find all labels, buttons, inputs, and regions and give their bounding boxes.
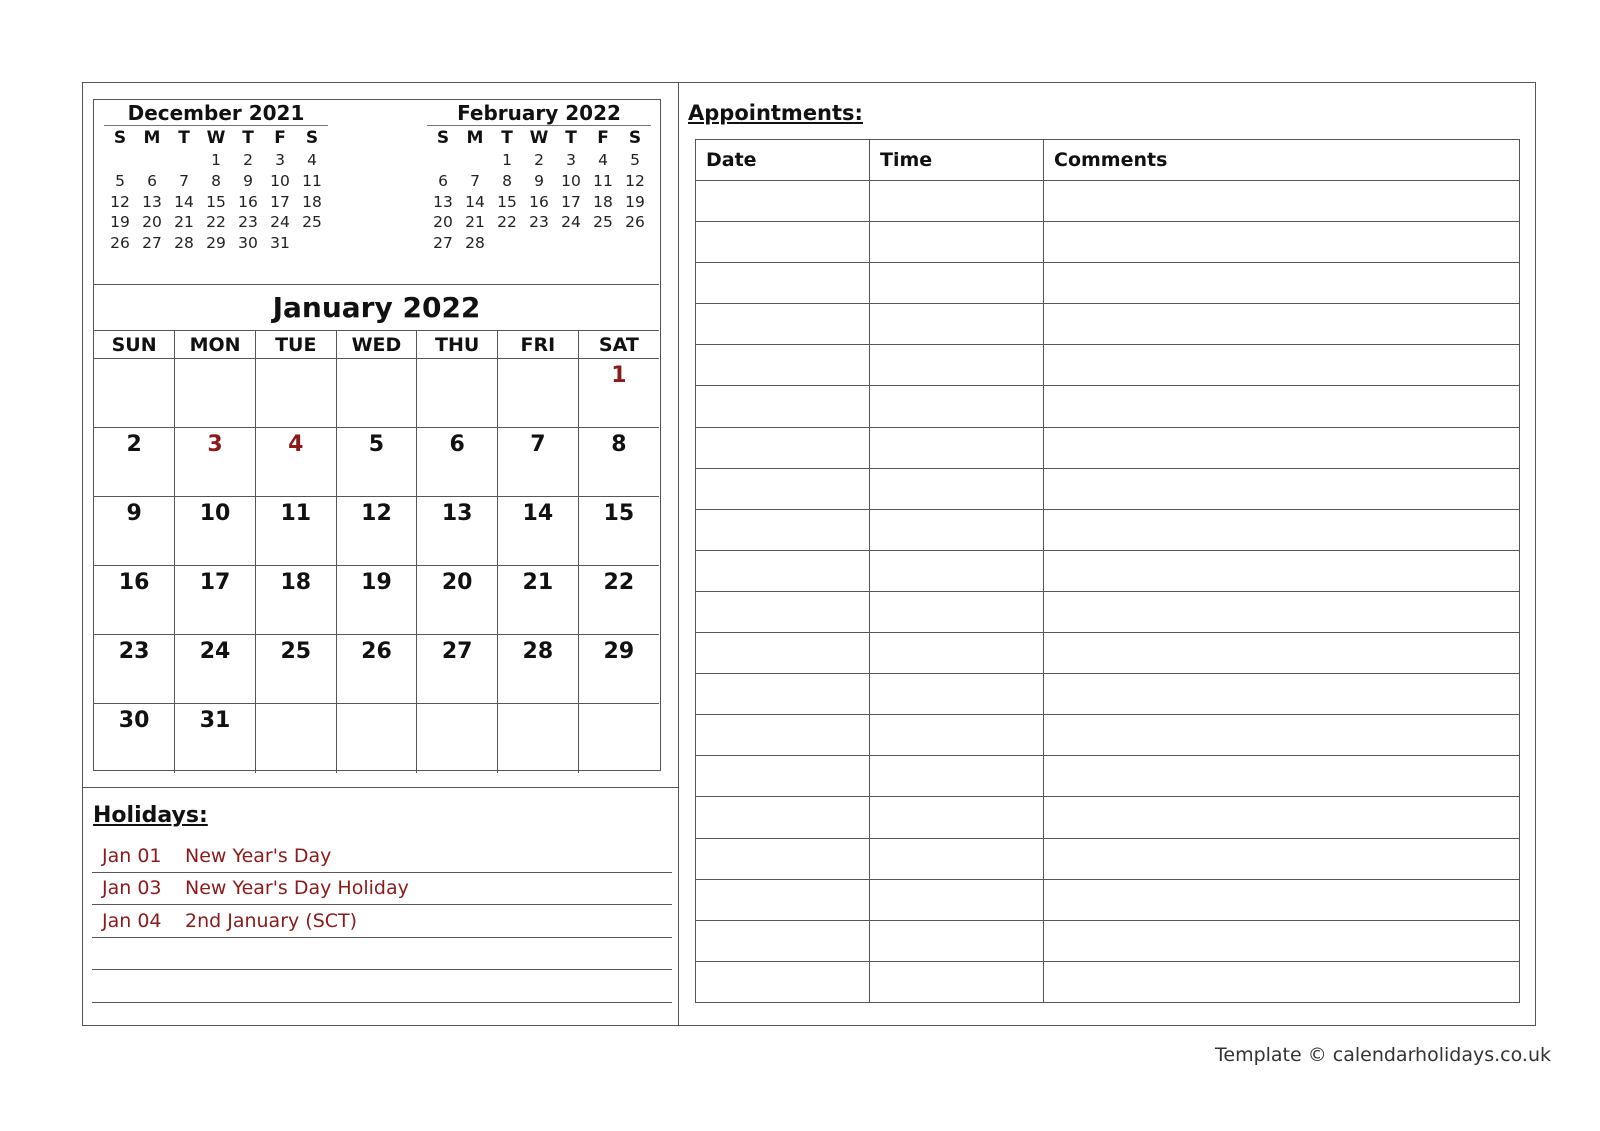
appointment-row [696,263,1520,304]
day-cell: 27 [433,234,453,253]
appointment-cell [696,222,870,263]
day-cell: 18 [593,192,613,211]
appointment-cell [696,509,870,550]
appointment-cell [870,756,1044,797]
appointment-cell [1044,674,1520,715]
day-cell: 7 [470,172,480,191]
appointment-cell [1044,222,1520,263]
weekday-label: M [466,128,484,148]
day-cell: 13 [433,192,453,211]
day-cell [336,704,417,773]
appointment-cell [1044,345,1520,386]
appointment-cell [696,715,870,756]
day-cell: 20 [142,213,162,232]
day-cell: 26 [625,213,645,232]
weekday-label: W [206,128,226,148]
day-cell: 9 [243,172,253,191]
appointment-cell [696,304,870,345]
appointment-cell [696,550,870,591]
day-cell: 12 [625,172,645,191]
appointment-cell [696,674,870,715]
day-cell: 10 [561,172,581,191]
appointment-cell [870,920,1044,961]
day-cell: 11 [593,172,613,191]
appointment-cell [1044,386,1520,427]
day-cell: 7 [498,428,579,497]
appointment-cell [1044,879,1520,920]
appointment-cell [870,550,1044,591]
appointment-row [696,961,1520,1002]
appointment-cell [696,879,870,920]
appointment-row [696,345,1520,386]
weekday-label: T [242,128,254,148]
appointment-row [696,427,1520,468]
appointment-cell [696,838,870,879]
appointment-cell [1044,715,1520,756]
holidays-heading: Holidays: [93,803,208,828]
appointment-row [696,509,1520,550]
day-cell [168,150,200,171]
day-cell [555,233,587,254]
holiday-row [92,873,672,906]
day-cell: 4 [598,151,608,170]
appointments-heading: Appointments: [688,101,863,125]
day-cell: 17 [270,192,290,211]
holiday-date: Jan 03 [102,877,162,900]
day-cell [175,359,256,428]
column-header: Comments [1044,140,1520,181]
day-cell: 15 [206,192,226,211]
day-cell: 26 [336,635,417,704]
appointment-cell [1044,961,1520,1002]
appointment-cell [870,345,1044,386]
day-cell: 21 [174,213,194,232]
appointment-cell [1044,838,1520,879]
day-cell [255,359,336,428]
day-cell: 11 [255,497,336,566]
weekday-header: SUN [94,331,175,359]
holiday-date: Jan 01 [102,844,162,867]
day-cell: 31 [270,234,290,253]
weekday-label: S [305,128,319,148]
appointment-cell [696,263,870,304]
day-cell [523,233,555,254]
appointment-row [696,304,1520,345]
appointment-cell [1044,263,1520,304]
appointment-cell [870,879,1044,920]
appointment-cell [1044,756,1520,797]
day-cell: 25 [593,213,613,232]
weekday-label: T [178,128,190,148]
appointment-cell [870,961,1044,1002]
holiday-name: New Year's Day Holiday [185,877,409,900]
weekday-header: WED [336,331,417,359]
day-cell: 8 [578,428,659,497]
day-cell: 5 [630,151,640,170]
day-cell [498,704,579,773]
day-cell [94,359,175,428]
day-cell: 12 [336,497,417,566]
day-cell: 23 [94,635,175,704]
appointment-cell [870,715,1044,756]
weekday-label: S [436,128,450,148]
appointment-cell [1044,920,1520,961]
appointment-cell [870,304,1044,345]
day-cell: 17 [175,566,256,635]
appointment-cell [870,674,1044,715]
day-cell [296,233,328,254]
weekday-header: FRI [498,331,579,359]
appointment-row [696,633,1520,674]
column-header: Date [696,140,870,181]
holiday-row [92,905,672,938]
weekday-label: S [628,128,642,148]
day-cell: 5 [115,172,125,191]
day-cell: 1 [211,151,221,170]
weekday-label: T [565,128,577,148]
appointment-cell [1044,427,1520,468]
appointment-row [696,674,1520,715]
day-cell: 9 [534,172,544,191]
appointment-cell [870,591,1044,632]
weekday-label: S [113,128,127,148]
mini-calendar-next [427,100,651,253]
day-cell: 1 [502,151,512,170]
day-cell: 28 [498,635,579,704]
day-cell: 10 [270,172,290,191]
appointment-cell [1044,797,1520,838]
day-cell: 19 [625,192,645,211]
appointment-cell [1044,633,1520,674]
day-cell: 18 [255,566,336,635]
day-cell: 28 [174,234,194,253]
weekday-label: T [501,128,513,148]
appointment-cell [1044,181,1520,222]
day-cell: 4 [307,151,317,170]
appointment-cell [696,756,870,797]
mini-calendar-previous [104,100,328,253]
holiday-row [92,840,672,873]
day-cell: 8 [502,172,512,191]
weekday-label: F [274,128,286,148]
day-cell: 14 [174,192,194,211]
appointment-cell [1044,509,1520,550]
holiday-day-cell: 3 [175,428,256,497]
appointment-row [696,591,1520,632]
day-cell: 23 [529,213,549,232]
weekday-label: W [529,128,549,148]
appointment-cell [870,263,1044,304]
calendar-panel [93,99,661,771]
day-cell: 30 [94,704,175,773]
day-cell: 31 [175,704,256,773]
appointment-cell [870,222,1044,263]
day-cell: 26 [110,234,130,253]
day-cell: 2 [534,151,544,170]
day-cell [104,150,136,171]
day-cell: 25 [255,635,336,704]
day-cell [459,150,491,171]
day-cell: 13 [142,192,162,211]
holiday-row [92,970,672,1003]
appointment-cell [1044,468,1520,509]
weekday-header: SAT [578,331,659,359]
holiday-date: Jan 04 [102,909,162,932]
day-cell: 18 [302,192,322,211]
appointment-cell [870,633,1044,674]
day-cell: 29 [578,635,659,704]
day-cell: 6 [438,172,448,191]
appointment-cell [696,797,870,838]
holiday-day-cell: 4 [255,428,336,497]
day-cell [619,233,651,254]
holiday-name: New Year's Day [185,844,332,867]
day-cell: 24 [561,213,581,232]
appointment-cell [696,181,870,222]
appointment-cell [696,591,870,632]
appointment-row [696,838,1520,879]
day-cell: 22 [578,566,659,635]
day-cell: 8 [211,172,221,191]
holiday-day-cell: 1 [578,359,659,428]
day-cell: 17 [561,192,581,211]
appointment-row [696,756,1520,797]
appointment-cell [696,633,870,674]
appointment-row [696,797,1520,838]
appointment-cell [870,797,1044,838]
mini-calendar-title: February 2022 [427,100,651,126]
appointment-cell [696,961,870,1002]
weekday-label: M [143,128,161,148]
appointments-table [695,139,1520,1003]
day-cell [417,359,498,428]
day-cell: 20 [417,566,498,635]
horizontal-divider [82,787,679,788]
day-cell [427,150,459,171]
day-cell: 2 [243,151,253,170]
day-cell: 22 [497,213,517,232]
appointment-cell [696,386,870,427]
holidays-list [92,840,672,1003]
appointment-cell [696,345,870,386]
day-cell [255,704,336,773]
day-cell: 24 [175,635,256,704]
day-cell [491,233,523,254]
day-cell: 23 [238,213,258,232]
appointment-cell [870,427,1044,468]
appointment-row [696,222,1520,263]
day-cell [417,704,498,773]
appointment-row [696,920,1520,961]
appointment-row [696,715,1520,756]
day-cell: 10 [175,497,256,566]
day-cell: 2 [94,428,175,497]
day-cell: 11 [302,172,322,191]
appointment-cell [1044,304,1520,345]
appointment-row [696,181,1520,222]
day-cell: 29 [206,234,226,253]
appointment-row [696,386,1520,427]
day-cell: 24 [270,213,290,232]
day-cell: 19 [336,566,417,635]
day-cell: 19 [110,213,130,232]
day-cell: 21 [465,213,485,232]
appointment-cell [870,468,1044,509]
day-cell [336,359,417,428]
month-title: January 2022 [94,284,659,330]
day-cell: 6 [417,428,498,497]
appointment-cell [870,838,1044,879]
day-cell: 30 [238,234,258,253]
day-cell [587,233,619,254]
day-cell: 20 [433,213,453,232]
day-cell: 15 [497,192,517,211]
day-cell: 5 [336,428,417,497]
appointment-cell [870,509,1044,550]
appointment-cell [1044,550,1520,591]
appointment-cell [696,468,870,509]
appointment-cell [1044,591,1520,632]
day-cell: 27 [142,234,162,253]
day-cell: 3 [566,151,576,170]
month-grid [94,330,659,773]
appointment-row [696,879,1520,920]
day-cell: 25 [302,213,322,232]
day-cell: 21 [498,566,579,635]
day-cell: 27 [417,635,498,704]
mini-calendar-grid [427,126,651,253]
day-cell [578,704,659,773]
day-cell: 28 [465,234,485,253]
day-cell: 16 [529,192,549,211]
day-cell: 22 [206,213,226,232]
holiday-name: 2nd January (SCT) [185,909,358,932]
appointment-cell [696,920,870,961]
day-cell: 7 [179,172,189,191]
holiday-row [92,938,672,971]
day-cell: 12 [110,192,130,211]
day-cell: 16 [238,192,258,211]
appointment-row [696,468,1520,509]
day-cell: 13 [417,497,498,566]
day-cell: 16 [94,566,175,635]
footer-credit: Template © calendarholidays.co.uk [1215,1044,1551,1066]
mini-calendar-grid [104,126,328,253]
vertical-divider [678,82,679,1026]
day-cell: 6 [147,172,157,191]
appointment-cell [696,427,870,468]
appointment-cell [870,386,1044,427]
weekday-header: THU [417,331,498,359]
day-cell: 3 [275,151,285,170]
day-cell [498,359,579,428]
mini-calendar-title: December 2021 [104,100,328,126]
column-header: Time [870,140,1044,181]
appointment-cell [870,181,1044,222]
day-cell: 14 [465,192,485,211]
day-cell: 14 [498,497,579,566]
weekday-header: MON [175,331,256,359]
day-cell [136,150,168,171]
weekday-header: TUE [255,331,336,359]
day-cell: 15 [578,497,659,566]
weekday-label: F [597,128,609,148]
appointment-row [696,550,1520,591]
day-cell: 9 [94,497,175,566]
